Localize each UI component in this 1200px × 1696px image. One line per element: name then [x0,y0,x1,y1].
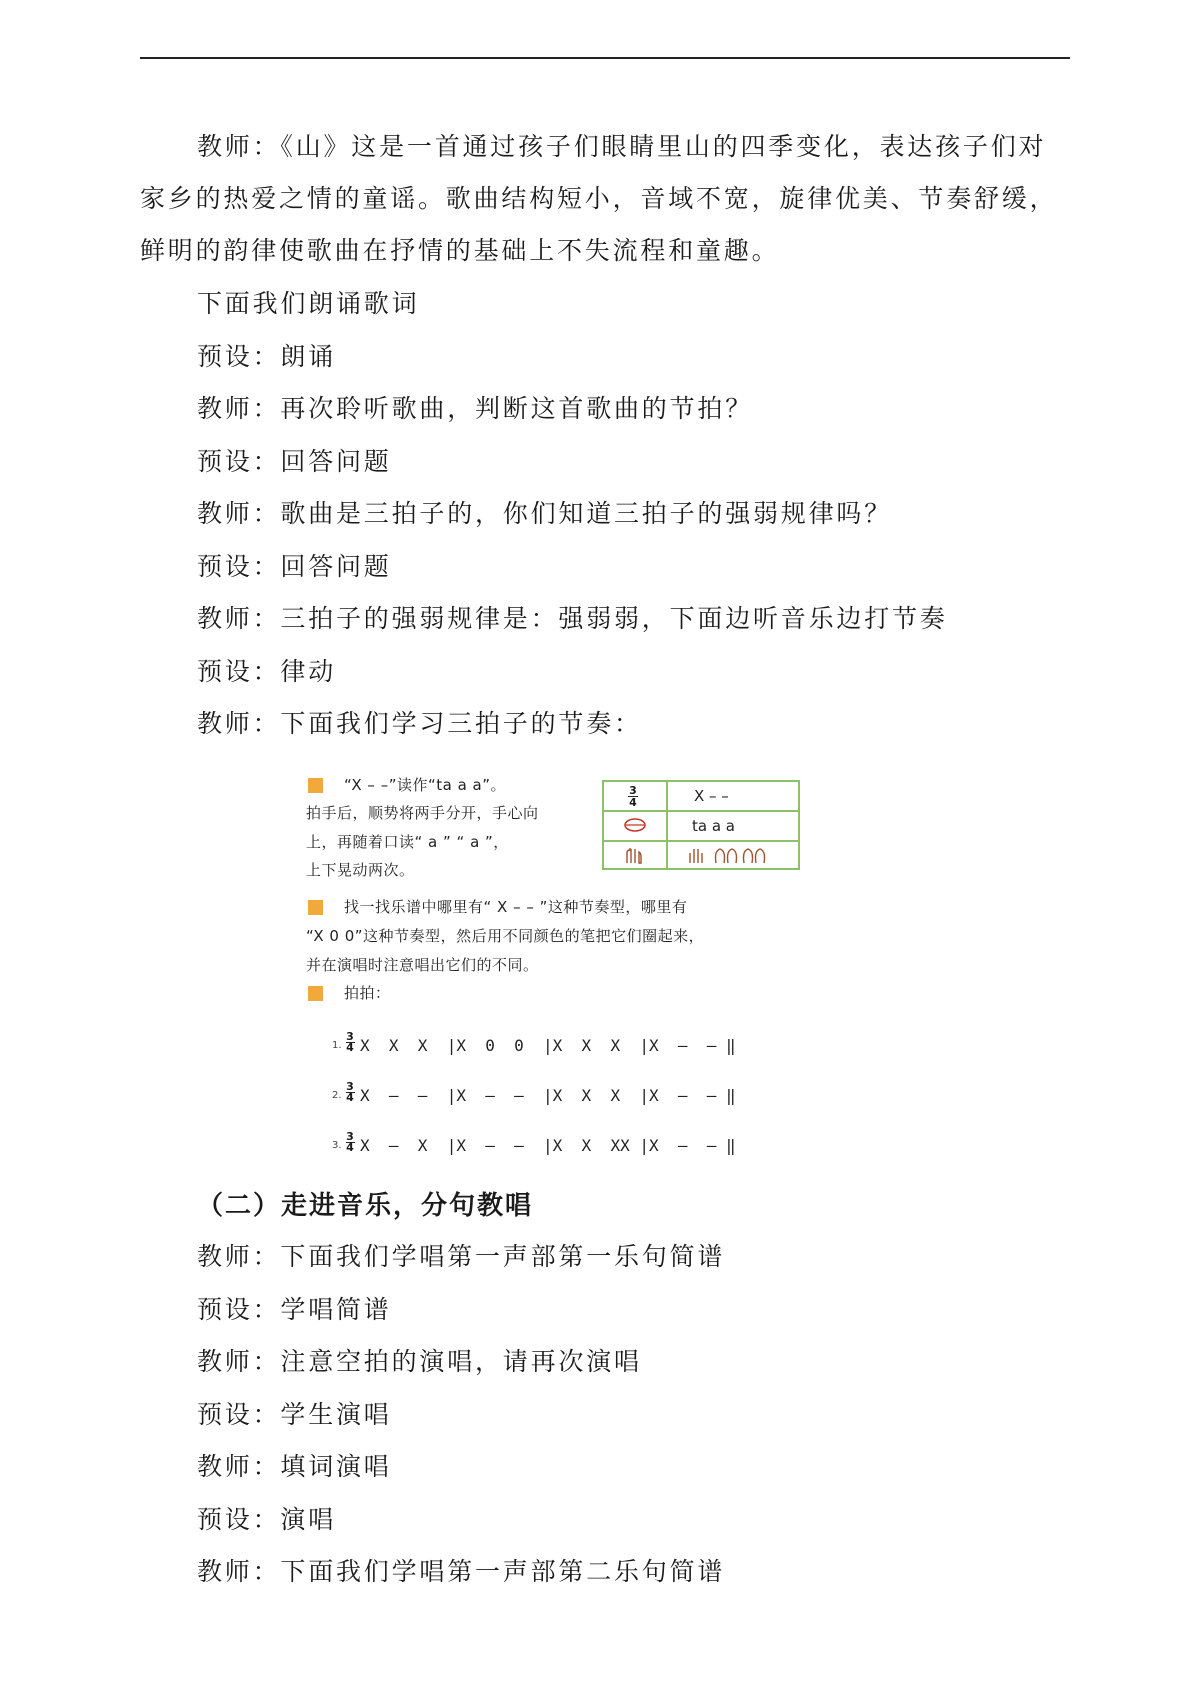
bullet-square-icon [308,900,323,915]
hands-icon [686,845,786,867]
figure-find-line: 找一找乐谱中哪里有“ X – – ”这种节奏型，哪里有 [344,898,688,916]
figure-intro-line: 拍手后，顺势将两手分开，手心向 [306,804,539,822]
figure-intro-line: 上，再随着口读“ a ” “ a ”， [306,833,509,851]
rhythm-meter: 3 4 [346,1130,354,1154]
paragraph: 教师：下面我们学唱第一声部第二乐句简谱 [197,1557,726,1586]
rhythm-line: X – – |X – – |X X X |X – – ‖ [360,1086,736,1105]
rhythm-number: 1. [332,1040,342,1051]
paragraph: 教师：再次聆听歌曲，判断这首歌曲的节拍？ [197,394,754,423]
clap-label: 拍拍： [344,984,391,1002]
paragraph: 鲜明的韵律使歌曲在抒情的基础上不失流程和童趣。 [140,236,780,265]
rhythm-number: 3. [332,1140,342,1151]
rhythm-line: X X X |X 0 0 |X X X |X – – ‖ [360,1036,736,1055]
rhythm-line: X – X |X – – |X X XX |X – – ‖ [360,1136,736,1155]
header-rule [140,57,1070,59]
paragraph: 教师：三拍子的强弱规律是：强弱弱，下面边听音乐边打节奏 [197,604,948,633]
figure-intro-line: 上下晃动两次。 [306,861,415,879]
rhythm-number: 2. [332,1090,342,1101]
figure-find-line: “X 0 0”这种节奏型，然后用不同颜色的笔把它们圈起来， [306,927,705,945]
rhythm-meter: 3 4 [346,1030,354,1054]
paragraph: 预设：回答问题 [197,552,392,581]
bullet-square-icon [308,778,323,793]
rhythm-table [602,780,800,870]
paragraph: 家乡的热爱之情的童谣。歌曲结构短小，音域不宽，旋律优美、节奏舒缓， [140,184,1058,213]
paragraph: 预设：回答问题 [197,447,392,476]
paragraph: 预设：演唱 [197,1505,337,1534]
table-syllables: ta a a [692,817,735,835]
clap-hands-icon [622,845,646,867]
time-signature: 3 4 [629,784,637,809]
paragraph: 教师：下面我们学习三拍子的节奏： [197,709,642,738]
figure-intro-line: “X – –”读作“ta a a”。 [344,776,507,794]
figure-find-line: 并在演唱时注意唱出它们的不同。 [306,956,539,974]
paragraph: 教师：《山》这是一首通过孩子们眼睛里山的四季变化，表达孩子们对 [197,132,1047,161]
paragraph: 教师：歌曲是三拍子的，你们知道三拍子的强弱规律吗？ [197,499,893,528]
rhythm-meter: 3 4 [346,1080,354,1104]
section-heading: （二）走进音乐，分句教唱 [197,1191,534,1221]
paragraph: 教师：注意空拍的演唱，请再次演唱 [197,1347,642,1376]
paragraph: 预设：朗诵 [197,342,337,371]
table-header-notes: X – – [694,787,729,805]
rhythm-figure [300,770,820,1170]
paragraph: 预设：律动 [197,657,337,686]
bullet-square-icon [308,986,323,1001]
paragraph: 预设：学生演唱 [197,1400,392,1429]
paragraph: 教师：填词演唱 [197,1452,392,1481]
paragraph: 教师：下面我们学唱第一声部第一乐句简谱 [197,1242,726,1271]
paragraph: 预设：学唱简谱 [197,1295,392,1324]
mouth-icon [622,815,648,835]
paragraph: 下面我们朗诵歌词 [197,289,420,318]
